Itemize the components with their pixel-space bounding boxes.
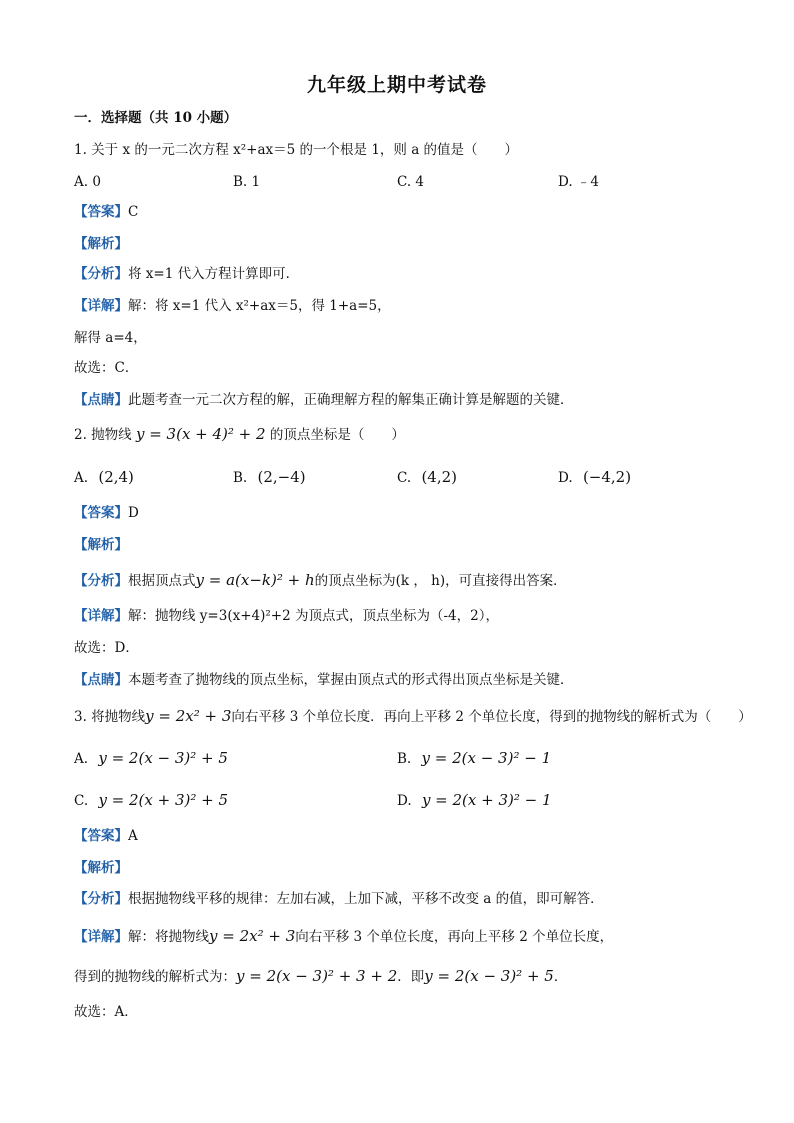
q1-option-d: D. ﹣4 — [558, 174, 600, 190]
xiangjie-text: 解：将 x=1 代入 x²+ax＝5，得 1+a=5， — [128, 298, 391, 314]
q2-analysis-tag — [74, 535, 128, 555]
result-prefix: 得到的抛物线的解析式为： — [74, 969, 236, 985]
question-2-stem — [74, 424, 405, 445]
fenxi-formula: y = a(x−k)² + h — [195, 571, 315, 589]
q3-analysis-tag — [74, 858, 128, 878]
q1-fenxi-line — [74, 264, 299, 284]
stem-formula: y = 2x² + 3 — [145, 707, 232, 725]
page-title: 九年级上期中考试卷 — [306, 74, 487, 96]
xiangjie-tag: 【详解】 — [74, 608, 128, 624]
option-formula: y = 2(x + 3)² + 5 — [98, 791, 229, 809]
dianjing-text: 本题考查了抛物线的顶点坐标，掌握由顶点式的形式得出顶点坐标是关键． — [128, 672, 574, 688]
xiangjie-tag: 【详解】 — [74, 298, 128, 314]
q3-option-a — [74, 748, 228, 769]
q1-option-a: A. 0 — [74, 174, 101, 190]
analysis-tag: 【解析】 — [74, 537, 128, 553]
result-formula-2: y = 2(x − 3)² + 5 — [424, 967, 554, 985]
option-label: B. — [233, 470, 248, 486]
answer-tag: 【答案】 — [74, 505, 128, 521]
option-formula: y = 2(x + 3)² − 1 — [421, 791, 552, 809]
option-formula: y = 2(x − 3)² − 1 — [421, 749, 552, 767]
q1-analysis-tag — [74, 234, 128, 254]
q2-option-a — [74, 467, 134, 488]
xiangjie-suffix: 向右平移 3 个单位长度，再向上平移 2 个单位长度， — [295, 929, 614, 945]
q3-choose-line: 故选：A． — [74, 1004, 138, 1020]
stem-prefix: 2. 抛物线 — [74, 427, 132, 443]
stem-suffix: 的顶点坐标是（ ） — [269, 427, 405, 443]
q3-option-c — [74, 790, 228, 811]
q2-option-c — [397, 467, 457, 488]
q2-choose-line: 故选：D． — [74, 640, 139, 656]
stem-prefix: 3. 将抛物线 — [74, 709, 146, 725]
answer-tag: 【答案】 — [74, 204, 128, 220]
fenxi-suffix: 的顶点坐标为(k ， h)，可直接得出答案． — [314, 573, 567, 589]
option-label: A. — [74, 470, 89, 486]
q2-fenxi-line — [74, 570, 567, 591]
section-heading: 一．选择题（共 10 小题） — [74, 110, 238, 126]
option-formula: y = 2(x − 3)² + 5 — [98, 749, 228, 767]
option-value: (2,−4) — [257, 468, 306, 486]
q1-step-line: 解得 a=4， — [74, 330, 147, 346]
xiangjie-formula: y = 2x² + 3 — [209, 927, 296, 945]
fenxi-tag: 【分析】 — [74, 266, 128, 282]
q3-result-line — [74, 966, 567, 987]
analysis-tag: 【解析】 — [74, 860, 128, 876]
dianjing-text: 此题考查一元二次方程的解，正确理解方程的解集正确计算是解题的关键． — [128, 392, 574, 408]
dianjing-tag: 【点睛】 — [74, 392, 128, 408]
result-suffix: ． — [553, 969, 568, 985]
option-label: D. — [397, 793, 412, 809]
q1-dianjing-line — [74, 390, 574, 410]
q1-xiangjie-line — [74, 296, 391, 316]
fenxi-tag: 【分析】 — [74, 891, 128, 907]
option-value: (4,2) — [421, 468, 457, 486]
option-value: (2,4) — [98, 468, 134, 486]
option-value: (−4,2) — [582, 468, 632, 486]
answer-value: C — [128, 204, 139, 220]
answer-value: D — [128, 505, 139, 521]
option-label: C. — [397, 470, 412, 486]
q1-option-b: B. 1 — [233, 174, 261, 190]
q3-xiangjie-line — [74, 926, 613, 947]
result-formula-1: y = 2(x − 3)² + 3 + 2 — [236, 967, 398, 985]
xiangjie-text: 解：抛物线 y=3(x+4)²+2 为顶点式，顶点坐标为（-4，2）， — [128, 608, 499, 624]
q1-option-c: C. 4 — [397, 174, 425, 190]
analysis-tag: 【解析】 — [74, 236, 128, 252]
answer-tag: 【答案】 — [74, 828, 128, 844]
fenxi-prefix: 根据顶点式 — [128, 573, 196, 589]
dianjing-tag: 【点睛】 — [74, 672, 128, 688]
q3-option-b — [397, 748, 551, 769]
q2-dianjing-line — [74, 670, 574, 690]
question-3-stem — [74, 706, 752, 727]
q1-choose-line: 故选：C． — [74, 360, 139, 376]
fenxi-text: 根据抛物线平移的规律：左加右减，上加下减，平移不改变 a 的值，即可解答． — [128, 891, 604, 907]
option-label: D. — [558, 470, 573, 486]
fenxi-text: 将 x=1 代入方程计算即可． — [128, 266, 300, 282]
q3-answer-line — [74, 826, 138, 846]
q1-answer-line — [74, 202, 138, 222]
fenxi-tag: 【分析】 — [74, 573, 128, 589]
option-label: A. — [74, 751, 89, 767]
q3-option-d — [397, 790, 552, 811]
xiangjie-tag: 【详解】 — [74, 929, 128, 945]
q2-option-b — [233, 467, 306, 488]
q2-xiangjie-line — [74, 606, 499, 626]
option-label: C. — [74, 793, 89, 809]
answer-value: A — [128, 828, 138, 844]
stem-formula: y = 3(x + 4)² + 2 — [135, 425, 266, 443]
option-label: B. — [397, 751, 412, 767]
result-middle: ．即 — [397, 969, 425, 985]
question-1-stem: 1. 关于 x 的一元二次方程 x²+ax＝5 的一个根是 1，则 a 的值是（ ） — [74, 142, 519, 158]
xiangjie-prefix: 解：将抛物线 — [128, 929, 209, 945]
q3-fenxi-line — [74, 889, 604, 909]
q2-option-d — [558, 467, 631, 488]
stem-suffix: 向右平移 3 个单位长度．再向上平移 2 个单位长度，得到的抛物线的解析式为（ ） — [231, 709, 752, 725]
q2-answer-line — [74, 503, 139, 523]
